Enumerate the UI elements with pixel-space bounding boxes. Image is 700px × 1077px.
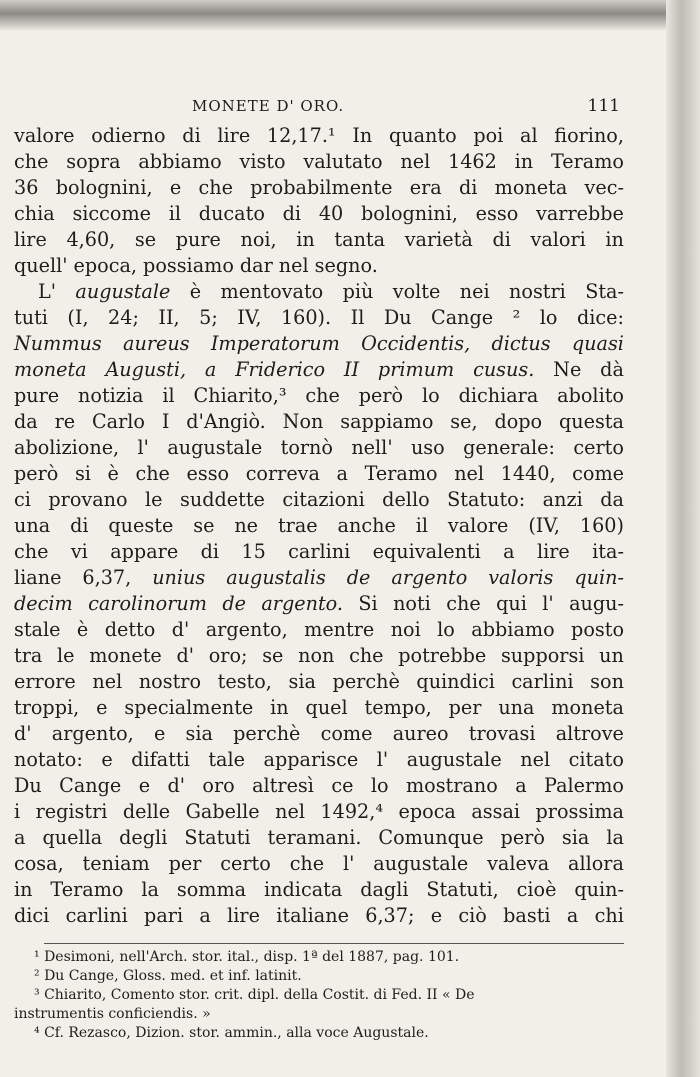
text-line: che vi appare di 15 carlini equivalenti a lire ita- — [14, 540, 624, 563]
text-line: che sopra abbiamo visto valutato nel 1462 in Teramo — [14, 150, 624, 173]
text-line: troppi, e specialmente in quel tempo, per una moneta — [14, 696, 624, 719]
text-line: tra le monete d' oro; se non che potrebbe supporsi un — [14, 644, 624, 667]
text-line: però si è che esso correva a Teramo nel 1440, come — [14, 462, 624, 485]
footnote-divider — [44, 943, 624, 944]
footnote: ¹ Desimoni, nell'Arch. stor. ital., disp. 1ª del 1887, pag. 101. — [34, 949, 460, 965]
text-line: stale è detto d' argento, mentre noi lo abbiamo posto — [14, 618, 624, 641]
text-line: errore nel nostro testo, sia perchè quindici carlini son — [14, 670, 624, 693]
text-line: d' argento, e sia perchè come aureo trovasi altrove — [14, 722, 624, 745]
text-line: in Teramo la somma indicata dagli Statuti, cioè quin- — [14, 878, 624, 901]
book-page — [14, 96, 624, 1043]
running-head — [192, 96, 624, 116]
text-line: ci provano le suddette citazioni dello Statuto: anzi da — [14, 488, 624, 511]
text-line: decim carolinorum de argento. Si noti che qui l' augu- — [14, 592, 624, 615]
text-line: notato: e difatti tale apparisce l' augustale nel citato — [14, 748, 624, 771]
footnote-continued: instrumentis conficiendis. » — [14, 1006, 211, 1022]
text-line: dici carlini pari a lire italiane 6,37; e ciò basti a chi — [14, 904, 624, 927]
text-line: Nummus aureus Imperatorum Occidentis, dictus quasi — [14, 332, 624, 355]
text-line: cosa, teniam per certo che l' augustale valeva allora — [14, 852, 624, 875]
footnote: ⁴ Cf. Rezasco, Dizion. stor. ammin., alla voce Augustale. — [34, 1025, 429, 1041]
text-line: valore odierno di lire 12,17.¹ In quanto poi al fiorino, — [14, 124, 624, 147]
text-line: a quella degli Statuti teramani. Comunque però sia la — [14, 826, 624, 849]
page-number: 111 — [587, 96, 620, 116]
text-line: da re Carlo I d'Angiò. Non sappiamo se, dopo questa — [14, 410, 624, 433]
footnote: ² Du Cange, Gloss. med. et inf. latinit. — [34, 968, 302, 984]
text-line: tuti (I, 24; II, 5; IV, 160). Il Du Cange ² lo dice: — [14, 306, 624, 329]
book-right-edge — [666, 0, 700, 1077]
text-line: chia siccome il ducato di 40 bolognini, esso varrebbe — [14, 202, 624, 225]
text-line: lire 4,60, se pure noi, in tanta varietà di valori in — [14, 228, 624, 251]
text-line: abolizione, l' augustale tornò nell' uso generale: certo — [14, 436, 624, 459]
text-line: liane 6,37, unius augustalis de argento valoris quin- — [14, 566, 624, 589]
text-line: i registri delle Gabelle nel 1492,⁴ epoca assai prossima — [14, 800, 624, 823]
footnote: ³ Chiarito, Comento stor. crit. dipl. della Costit. di Fed. II « De — [34, 987, 475, 1003]
text-line: 36 bolognini, e che probabilmente era di moneta vec- — [14, 176, 624, 199]
text-line: Du Cange e d' oro altresì ce lo mostrano a Palermo — [14, 774, 624, 797]
footnotes — [14, 948, 624, 1043]
text-line: L' augustale è mentovato più volte nei nostri Sta- — [38, 280, 624, 303]
book-top-edge — [0, 0, 700, 30]
text-line: pure notizia il Chiarito,³ che però lo dichiara abolito — [14, 384, 624, 407]
text-line: una di queste se ne trae anche il valore (IV, 160) — [14, 514, 624, 537]
running-title: MONETE D' ORO. — [192, 97, 345, 115]
text-line: moneta Augusti, a Friderico II primum cusus. Ne dà — [14, 358, 624, 381]
text-line: quell' epoca, possiamo dar nel segno. — [14, 254, 378, 277]
body-text — [14, 123, 624, 929]
